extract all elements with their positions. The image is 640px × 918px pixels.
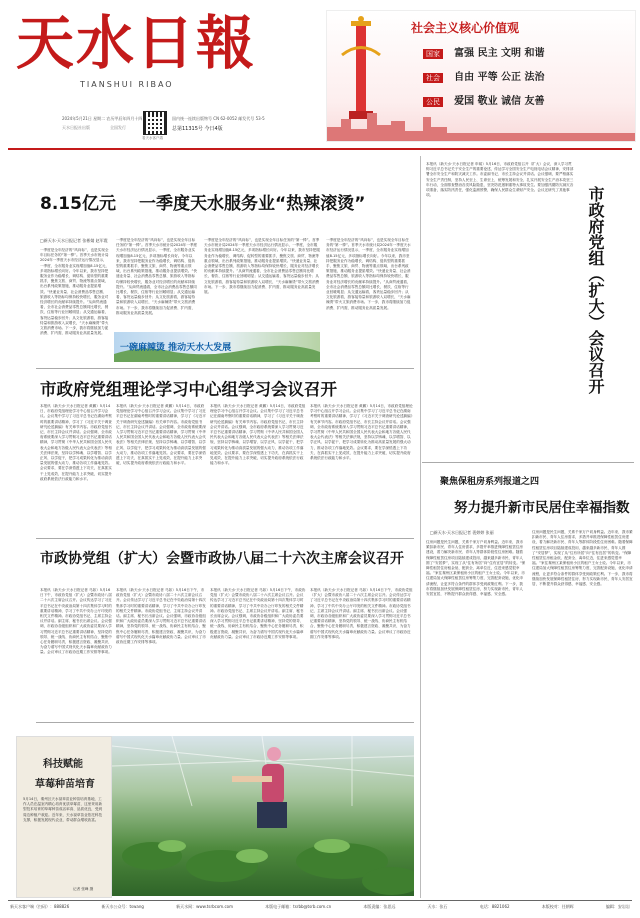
greenhouse-photo bbox=[112, 736, 414, 896]
banner-row-2 bbox=[423, 65, 545, 84]
caption-box bbox=[16, 736, 112, 898]
masthead-divider bbox=[8, 148, 632, 150]
photo-title-2: 草莓种苗培育 bbox=[35, 779, 95, 790]
story3-headline: 市政协党组（扩大）会暨市政协八届二十六次主席会议召开 bbox=[40, 551, 404, 567]
qr-caption: 看天水客户端 bbox=[142, 136, 163, 140]
banner-values: 自由 平等 公正 法治 bbox=[454, 72, 545, 83]
qr-code[interactable] bbox=[144, 112, 166, 134]
site-line: 全国发行 bbox=[110, 125, 126, 130]
lead-body-col-3: 一季度是全年经济的“风向标”，也是实现全年目标任务的“第一棒”。首季天水市统计局2024年一季度天水市经济运行情况显示，一季度，全市服务业实现增加值8.15亿元，多项指标增长向好。今年以来，我市坚持把服务业作为稳增长、调结构、促转型的重要抓手，聚焦文旅、商贸、物流等重点领域，出台系列政策措施，推动服务业提质增效。“快递业务量、社会消费品零售总额、旅游收入等指标均保持较快增长，服务业对经济增长的贡献率持续提升。”从商贸流通看，全市社会消费品零售总额同比增长，餐饮、住宿等行业回暖明显；从交通运输看，客货运量稳步回升；从文化旅游看，游客接待量和旅游收入双增长，“天水麻辣烫”带火文旅消费市场。下一步，我市将继续加力促消费、扩内需，推动服务业高质量发展。 bbox=[204, 238, 320, 295]
banner-title: 社会主义核心价值观 bbox=[411, 21, 520, 35]
side-body: 本报讯（新天水·天水日报记者 申闻）5月16日，市政府党组召开（扩大）会议，深入学习贯彻习近平总书记关于安全生产的重要论述，传达学习全国安全生产电视电话会议精神，安排部署全市安全生产和防灾减灾工作。市委副书记、市长主持会议并讲话。会议强调，要严格落实安全生产责任制，坚持人民至上、生命至上，统筹发展和安全，扎实开展安全生产治本攻坚三年行动，全面排查整治各类风险隐患，坚决防范遏制重特大事故发生。要加强汛期防灾减灾各项准备，落实防汛责任，强化监测预警，确保人民群众生命财产安全。会议还研究了其他事项。 bbox=[426, 162, 574, 198]
footer-divider bbox=[8, 900, 632, 901]
sponsor-line: 天水日报社出版 bbox=[62, 125, 90, 130]
lead-byline: □新天水·天水日报记者 张彬婧 赵军霞 bbox=[40, 238, 108, 243]
story2-headline: 市政府党组理论学习中心组学习会议召开 bbox=[40, 380, 337, 399]
column-divider bbox=[420, 156, 421, 898]
footer-item: 本版责编：张思远 bbox=[363, 904, 396, 909]
city-skyline-icon bbox=[327, 103, 635, 141]
banner-tag: 国家 bbox=[423, 49, 443, 59]
story3-body-col-2: 本报讯（新天水·天水日报记者 马如）5月16日下午，市政协党组（扩大）会暨市政协八届二十六次主席会议召开。会议传达学习了习近平总书记在中央政治局第十四次集体学习时的重要讲话精神，学习了中共中央办公厅印发的相关文件精神。市政协党组书记、主席主持会议并讲话。副主席、秘书长出席会议。会议强调，市政协各级组织和广大政协委员要深入学习贯彻习近平总书记重要讲话精神，坚持党的领导、统一战线、协商民主有机结合，聚焦中心任务履职尽责，积极建言资政、凝聚共识，为奋力谱写中国式现代化天水篇章贡献政协力量。会议审议了市政协近期工作安排等事项。 bbox=[116, 588, 206, 645]
photo-title-1: 科技赋能 bbox=[43, 759, 83, 770]
series-label: 聚焦保租房系列报道之四 bbox=[440, 477, 540, 487]
story2-body-col-4: 本报讯（新天水·天水日报记者 黄鹏）5月14日，市政府党组理论学习中心组召开学习会议。会议集中学习了习近平总书记在湖南考察时的重要讲话精神，学习了《习近平关于调查研究论述摘编》有关章节内容。市政府党组书记、市长主持会议并讲话。会议强调，全市政府系统要深入学习贯彻习近平总书记重要讲话精神，学习贯彻《中华人民共和国全国人民代表大会和地方各级人民代表大会代表法》等相关法律法规，坚持以学铸魂、以学增智、以学正风、以学促干，把学习成果转化为推动高质量发展的强大动力，推动各项工作落地见效。会议要求，要在学深悟透上下功夫，在真抓实干上见成效，在提升能力上求突破，切实提升政府系统依法行政能力和水平。 bbox=[310, 404, 413, 461]
banner-row-1 bbox=[423, 41, 545, 60]
series-headline: 努力提升新市民居住幸福指数 bbox=[454, 500, 630, 516]
story3-body-col-3: 本报讯（新天水·天水日报记者 马如）5月16日下午，市政协党组（扩大）会暨市政协八届二十六次主席会议召开。会议传达学习了习近平总书记在中央政治局第十四次集体学习时的重要讲话精神，学习了中共中央办公厅印发的相关文件精神。市政协党组书记、主席主持会议并讲话。副主席、秘书长出席会议。会议强调，市政协各级组织和广大政协委员要深入学习贯彻习近平总书记重要讲话精神，坚持党的领导、统一战线、协商民主有机结合，聚焦中心任务履职尽责，积极建言资政、凝聚共识，为奋力谱写中国式现代化天水篇章贡献政协力量。会议审议了市政协近期工作安排等事项。 bbox=[210, 588, 306, 639]
footer-item: 编辑：安岩岩 bbox=[605, 904, 630, 909]
footer-item: 电话：8821062 bbox=[479, 904, 510, 909]
story2-divider bbox=[36, 538, 414, 539]
side-headline-text: 市政府党组（扩大）会议召开 bbox=[586, 186, 605, 394]
banner-values: 富强 民主 文明 和谐 bbox=[454, 48, 545, 59]
footer-item: 新天水公众号：tswang bbox=[101, 904, 144, 909]
story3-body-col-1: 本报讯（新天水·天水日报记者 马如）5月16日下午，市政协党组（扩大）会暨市政协八届二十六次主席会议召开。会议传达学习了习近平总书记在中央政治局第十四次集体学习时的重要讲话精神，学习了中共中央办公厅印发的相关文件精神。市政协党组书记、主席主持会议并讲话。副主席、秘书长出席会议。会议强调，市政协各级组织和广大政协委员要深入学习贯彻习近平总书记重要讲话精神，坚持党的领导、统一战线、协商民主有机结合，聚焦中心任务履职尽责，积极建言资政、凝聚共识，为奋力谱写中国式现代化天水篇章贡献政协力量。会议审议了市政协近期工作安排等事项。 bbox=[40, 588, 112, 655]
lead-photo-banner bbox=[114, 332, 320, 362]
lead-body-col-2: 一季度是全年经济的“风向标”，也是实现全年目标任务的“第一棒”。首季天水市统计局2024年一季度天水市经济运行情况显示，一季度，全市服务业实现增加值8.15亿元，多项指标增长向好。今年以来，我市坚持把服务业作为稳增长、调结构、促转型的重要抓手，聚焦文旅、商贸、物流等重点领域，出台系列政策措施，推动服务业提质增效。“快递业务量、社会消费品零售总额、旅游收入等指标均保持较快增长，服务业对经济增长的贡献率持续提升。”从商贸流通看，全市社会消费品零售总额同比增长，餐饮、住宿等行业回暖明显；从交通运输看，客货运量稳步回升；从文化旅游看，游客接待量和旅游收入双增长，“天水麻辣烫”带火文旅消费市场。下一步，我市将继续加力促消费、扩内需，推动服务业高质量发展。 bbox=[116, 238, 198, 315]
lead-headline bbox=[40, 189, 365, 214]
issue-line: 总第11315号 今日4版 bbox=[172, 126, 223, 132]
core-values-banner bbox=[326, 10, 636, 142]
banner-tag: 社会 bbox=[423, 73, 443, 83]
footer bbox=[10, 904, 630, 914]
footer-item: 新天水网：www.tsrbcom.com bbox=[176, 904, 233, 909]
story2-body-col-2: 本报讯（新天水·天水日报记者 黄鹏）5月14日，市政府党组理论学习中心组召开学习会议。会议集中学习了习近平总书记在湖南考察时的重要讲话精神，学习了《习近平关于调查研究论述摘编》有关章节内容。市政府党组书记、市长主持会议并讲话。会议强调，全市政府系统要深入学习贯彻习近平总书记重要讲话精神，学习贯彻《中华人民共和国全国人民代表大会和地方各级人民代表大会代表法》等相关法律法规，坚持以学铸魂、以学增智、以学正风、以学促干，把学习成果转化为推动高质量发展的强大动力，推动各项工作落地见效。会议要求，要在学深悟透上下功夫，在真抓实干上见成效，在提升能力上求突破，切实提升政府系统依法行政能力和水平。 bbox=[116, 404, 206, 466]
side-divider bbox=[422, 462, 634, 463]
cn-line: 国内统一连续出版物号 CN 62-0052 邮发代号 53-5 bbox=[172, 116, 265, 121]
series-body-col-1: 住房问题是民生问题，关系千家万户切身利益。近年来，我市紧扣新市民、青年人住房需求，多措并举推进保障性租赁住房建设，着力解决新市民、青年人等群体阶段性住房困难。随着保障性租赁住房项目陆续建成投用，越来越多新市民、青年人圆了“安居梦”，实现了从“住有所居”向“住有宜居”的转变。“保障性租赁住房租金低、配套全、离单位近，住进来感觉很幸福。”家住秦州区某保租房小区的租户王女士说。今年以来，市住建局加大保障性租赁住房筹集力度，完善配套设施，优化申请流程，让更多符合条件的群体享受到政策红利。下一步，我市将继续加快发展保障性租赁住房，努力实现新市民、青年人安居宜居，不断提升群众获得感、幸福感、安全感。 bbox=[426, 540, 526, 597]
lead-divider bbox=[36, 368, 414, 369]
lead-body-col-4: 一季度是全年经济的“风向标”，也是实现全年目标任务的“第一棒”。首季天水市统计局2024年一季度天水市经济运行情况显示，一季度，全市服务业实现增加值8.15亿元，多项指标增长向好。今年以来，我市坚持把服务业作为稳增长、调结构、促转型的重要抓手，聚焦文旅、商贸、物流等重点领域，出台系列政策措施，推动服务业提质增效。“快递业务量、社会消费品零售总额、旅游收入等指标均保持较快增长，服务业对经济增长的贡献率持续提升。”从商贸流通看，全市社会消费品零售总额同比增长，餐饮、住宿等行业回暖明显；从交通运输看，客货运量稳步回升；从文化旅游看，游客接待量和旅游收入双增长，“天水麻辣烫”带火文旅消费市场。下一步，我市将继续加力促消费、扩内需，推动服务业高质量发展。 bbox=[326, 238, 411, 310]
footer-item: 新天水客户端（扫码）：888826 bbox=[10, 904, 70, 909]
series-body-col-2: 住房问题是民生问题，关系千家万户切身利益。近年来，我市紧扣新市民、青年人住房需求，多措并举推进保障性租赁住房建设，着力解决新市民、青年人等群体阶段性住房困难。随着保障性租赁住房项目陆续建成投用，越来越多新市民、青年人圆了“安居梦”，实现了从“住有所居”向“住有宜居”的转变。“保障性租赁住房租金低、配套全、离单位近，住进来感觉很幸福。”家住秦州区某保租房小区的租户王女士说。今年以来，市住建局加大保障性租赁住房筹集力度，完善配套设施，优化申请流程，让更多符合条件的群体享受到政策红利。下一步，我市将继续加快发展保障性租赁住房，努力实现新市民、青年人安居宜居，不断提升群众获得感、幸福感、安全感。 bbox=[532, 530, 633, 587]
newspaper-pinyin: TIANSHUI RIBAO bbox=[80, 80, 174, 89]
date-line: 2024年5月21日 星期二 农历甲辰年四月十四 bbox=[62, 116, 143, 121]
footer-item: 天水：张石 bbox=[427, 904, 448, 909]
footer-item: 本版校对：任朝晖 bbox=[541, 904, 574, 909]
banner-row-3 bbox=[423, 89, 545, 108]
lead-title: 一季度天水服务业“热辣滚烫” bbox=[139, 194, 366, 214]
lead-figure: 8.15亿元 bbox=[40, 194, 116, 214]
newspaper-title: 天水日報 bbox=[16, 9, 257, 77]
story2-body-col-3: 本报讯（新天水·天水日报记者 黄鹏）5月14日，市政府党组理论学习中心组召开学习会议。会议集中学习了习近平总书记在湖南考察时的重要讲话精神，学习了《习近平关于调查研究论述摘编》有关章节内容。市政府党组书记、市长主持会议并讲话。会议强调，全市政府系统要深入学习贯彻习近平总书记重要讲话精神，学习贯彻《中华人民共和国全国人民代表大会和地方各级人民代表大会代表法》等相关法律法规，坚持以学铸魂、以学增智、以学正风、以学促干，把学习成果转化为推动高质量发展的强大动力，推动各项工作落地见效。会议要求，要在学深悟透上下功夫，在真抓实干上见成效，在提升能力上求突破，切实提升政府系统依法行政能力和水平。 bbox=[210, 404, 306, 466]
banner-values: 爱国 敬业 诚信 友善 bbox=[454, 96, 545, 107]
footer-item: 本版电子邮箱：tsrbb@tsrb.com.cn bbox=[265, 904, 332, 909]
lead-body-col-1: 一季度是全年经济的“风向标”，也是实现全年目标任务的“第一棒”。首季天水市统计局2024年一季度天水市经济运行情况显示，一季度，全市服务业实现增加值8.15亿元，多项指标增长向好。今年以来，我市坚持把服务业作为稳增长、调结构、促转型的重要抓手，聚焦文旅、商贸、物流等重点领域，出台系列政策措施，推动服务业提质增效。“快递业务量、社会消费品零售总额、旅游收入等指标均保持较快增长，服务业对经济增长的贡献率持续提升。”从商贸流通看，全市社会消费品零售总额同比增长，餐饮、住宿等行业回暖明显；从交通运输看，客货运量稳步回升；从文化旅游看，游客接待量和旅游收入双增长，“天水麻辣烫”带火文旅消费市场。下一步，我市将继续加力促消费、扩内需，推动服务业高质量发展。 bbox=[40, 248, 110, 336]
photo-credit: 记者 张峰 摄 bbox=[73, 887, 94, 891]
story3-divider bbox=[36, 722, 414, 723]
series-byline: □新天水·天水日报记者 裴婷婷 张丽 bbox=[430, 530, 494, 535]
side-headline bbox=[585, 186, 621, 396]
greenhouse-frame-icon bbox=[112, 736, 414, 896]
photo-caption: 5月14日，秦州区天水禄草苗业种苗培育基地，工作人员在温室内精心培育优质草莓苗，这里采用新型技术培育的草莓种苗成活率高、品质优良，受到周边种植户欢迎。近年来，天水禄草苗业依托科技支撑，积极发展现代农业，带动群众增收致富。 bbox=[23, 797, 103, 822]
story2-body-col-1: 本报讯（新天水·天水日报记者 黄鹏）5月14日，市政府党组理论学习中心组召开学习会议。会议集中学习了习近平总书记在湖南考察时的重要讲话精神，学习了《习近平关于调查研究论述摘编》有关章节内容。市政府党组书记、市长主持会议并讲话。会议强调，全市政府系统要深入学习贯彻习近平总书记重要讲话精神，学习贯彻《中华人民共和国全国人民代表大会和地方各级人民代表大会代表法》等相关法律法规，坚持以学铸魂、以学增智、以学正风、以学促干，把学习成果转化为推动高质量发展的强大动力，推动各项工作落地见效。会议要求，要在学深悟透上下功夫，在真抓实干上见成效，在提升能力上求突破，切实提升政府系统依法行政能力和水平。 bbox=[40, 404, 112, 481]
story3-body-col-4: 本报讯（新天水·天水日报记者 马如）5月16日下午，市政协党组（扩大）会暨市政协八届二十六次主席会议召开。会议传达学习了习近平总书记在中央政治局第十四次集体学习时的重要讲话精神，学习了中共中央办公厅印发的相关文件精神。市政协党组书记、主席主持会议并讲话。副主席、秘书长出席会议。会议强调，市政协各级组织和广大政协委员要深入学习贯彻习近平总书记重要讲话精神，坚持党的领导、统一战线、协商民主有机结合，聚焦中心任务履职尽责，积极建言资政、凝聚共识，为奋力谱写中国式现代化天水篇章贡献政协力量。会议审议了市政协近期工作安排等事项。 bbox=[310, 588, 413, 639]
banner-tag: 公民 bbox=[423, 97, 443, 107]
lead-photo-caption: 一碗麻辣烫 推动天水大发展 bbox=[120, 343, 232, 353]
